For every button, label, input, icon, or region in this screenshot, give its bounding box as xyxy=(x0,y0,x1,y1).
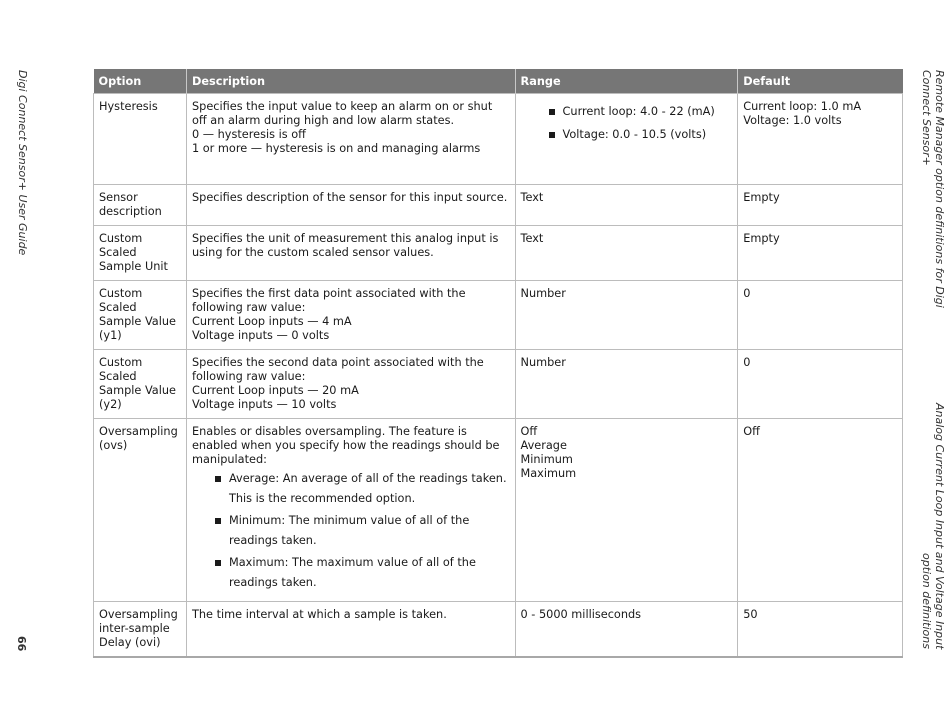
description-text: Current Loop inputs — 20 mA xyxy=(191,383,359,397)
list-item: Maximum: The maximum value of all of the readings taken. xyxy=(192,553,510,593)
description-cell xyxy=(186,93,515,184)
table-row xyxy=(94,349,903,418)
range-list xyxy=(521,102,733,145)
description-text: Current Loop inputs — 4 mA xyxy=(191,314,352,328)
option-cell: Hysteresis xyxy=(94,93,187,184)
subsection-title: Analog Current Loop Input and Voltage Input option definitions xyxy=(920,402,946,649)
range-cell xyxy=(515,418,738,601)
range-cell: 0 - 5000 milliseconds xyxy=(515,601,738,657)
description-cell xyxy=(186,418,515,601)
option-cell: Oversampling (ovs) xyxy=(94,418,187,601)
description-text: Specifies the first data point associated with the following raw value: xyxy=(191,286,466,314)
description-cell xyxy=(186,280,515,349)
description-cell xyxy=(186,349,515,418)
description-text: Enables or disables oversampling. The feature is enabled when you specify how the readings should be manipulated: xyxy=(191,424,500,466)
option-cell: Custom Scaled Sample Unit xyxy=(94,225,187,280)
list-item: Voltage: 0.0 - 10.5 (volts) xyxy=(521,125,733,145)
range-cell: Text xyxy=(515,225,738,280)
default-cell: Off xyxy=(738,418,903,601)
table-row xyxy=(94,93,903,184)
guide-title: Digi Connect Sensor+ User Guide xyxy=(16,70,29,256)
option-definitions-table xyxy=(93,69,903,658)
table-row xyxy=(94,184,903,225)
table-row xyxy=(94,601,903,657)
description-text: Voltage inputs — 0 volts xyxy=(191,328,330,342)
table-header-row xyxy=(94,69,903,93)
section-title: Remote Manager option definitions for Digi Connect Sensor+ xyxy=(920,70,946,308)
option-cell: Oversampling inter-sample Delay (ovi) xyxy=(94,601,187,657)
description-text: Voltage inputs — 10 volts xyxy=(191,397,337,411)
list-item: Average: An average of all of the readings taken. This is the recommended option. xyxy=(192,469,510,509)
description-cell: The time interval at which a sample is taken. xyxy=(186,601,515,657)
table-row xyxy=(94,418,903,601)
list-item: Minimum: The minimum value of all of the readings taken. xyxy=(192,511,510,551)
default-text: Current loop: 1.0 mA xyxy=(743,99,862,113)
table-row xyxy=(94,280,903,349)
option-cell: Custom Scaled Sample Value (y1) xyxy=(94,280,187,349)
range-cell: Text xyxy=(515,184,738,225)
description-cell: Specifies the unit of measurement this analog input is using for the custom scaled sensor values. xyxy=(186,225,515,280)
header-option: Option xyxy=(94,69,187,93)
option-cell: Custom Scaled Sample Value (y2) xyxy=(94,349,187,418)
description-text: Specifies the input value to keep an alarm on or shut off an alarm during high and low alarm states. xyxy=(191,99,493,127)
default-cell: 0 xyxy=(738,280,903,349)
range-text: Average xyxy=(520,438,567,452)
header-default: Default xyxy=(738,69,903,93)
default-cell: 0 xyxy=(738,349,903,418)
range-cell: Number xyxy=(515,280,738,349)
option-cell: Sensor description xyxy=(94,184,187,225)
description-text: 0 — hysteresis is off xyxy=(191,127,306,141)
description-text: 1 or more — hysteresis is on and managing alarms xyxy=(191,141,481,155)
range-cell xyxy=(515,93,738,184)
default-text: Voltage: 1.0 volts xyxy=(743,113,842,127)
range-cell: Number xyxy=(515,349,738,418)
header-range: Range xyxy=(515,69,738,93)
default-cell xyxy=(738,93,903,184)
default-cell: 50 xyxy=(738,601,903,657)
list-item: Current loop: 4.0 - 22 (mA) xyxy=(521,102,733,122)
range-text: Minimum xyxy=(520,452,573,466)
range-text: Off xyxy=(520,424,538,438)
description-cell: Specifies description of the sensor for this input source. xyxy=(186,184,515,225)
range-text: Maximum xyxy=(520,466,577,480)
page-number: 66 xyxy=(15,636,28,652)
header-description: Description xyxy=(186,69,515,93)
default-cell: Empty xyxy=(738,225,903,280)
description-text: Specifies the second data point associated with the following raw value: xyxy=(191,355,484,383)
table-row xyxy=(94,225,903,280)
description-list xyxy=(192,469,510,593)
default-cell: Empty xyxy=(738,184,903,225)
